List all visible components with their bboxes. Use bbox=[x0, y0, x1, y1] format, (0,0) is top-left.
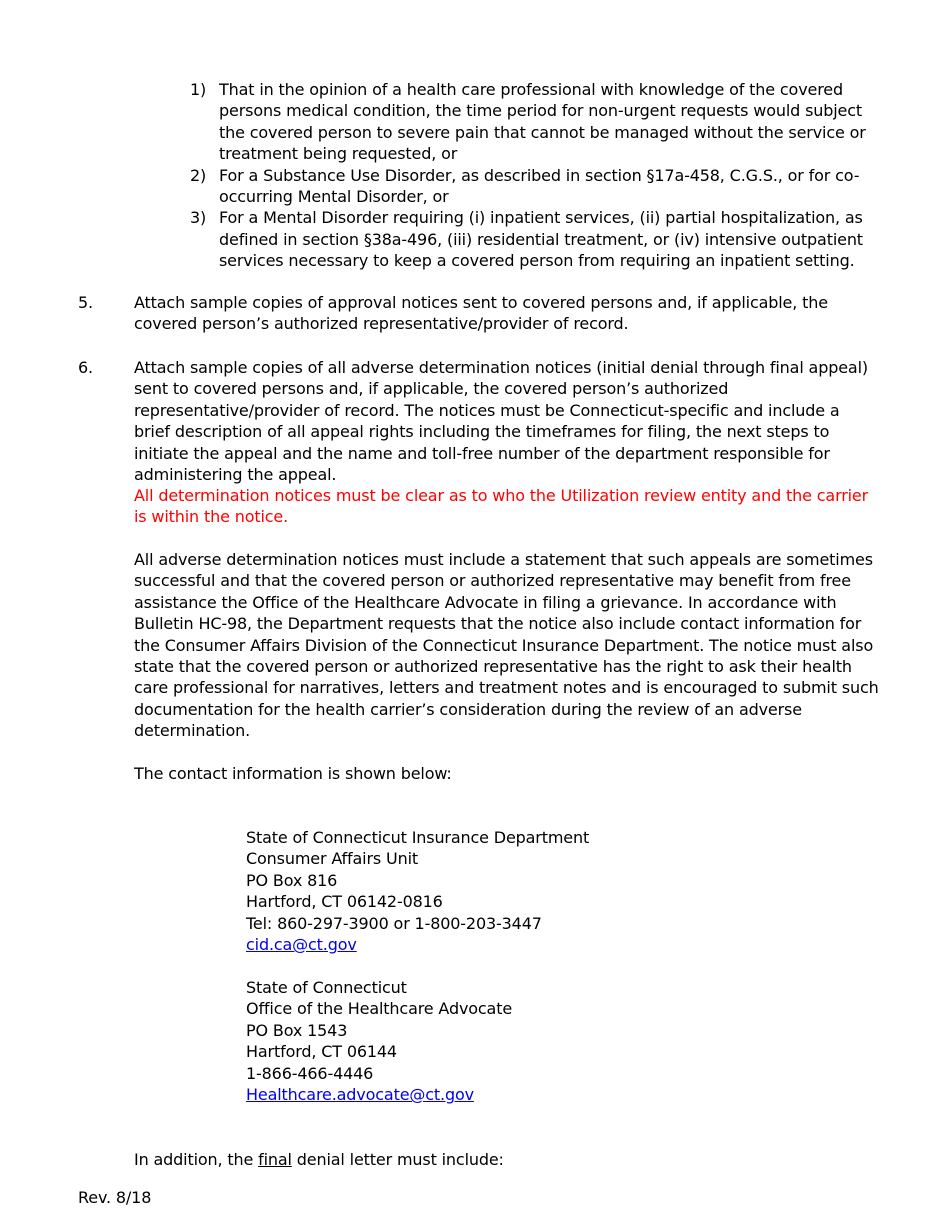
contact-line: Tel: 860-297-3900 or 1-800-203-3447 bbox=[246, 913, 542, 933]
contact-line: Office of the Healthcare Advocate bbox=[246, 999, 513, 1019]
adverse-paragraph-text: All adverse determination notices must include a statement that such appeals are sometimes successful and that the covered person or authorized representative may benefit from free assistance the Office of the Healthcare Advocate in filing a grievance. In accordance with Bulletin HC-98, the Department requests that the notice also include contact information for the Consumer Affairs Division of the Connecticut Insurance Department. The notice must also state that the covered person or authorized representative has the right to ask their health care professional for narratives, letters and treatment notes and is encouraged to submit such documentation for the health carrier’s consideration during the review of an adverse determination. bbox=[134, 550, 879, 741]
list-item-number: 2) bbox=[190, 165, 207, 185]
list-item-text: For a Mental Disorder requiring (i) inpatient services, (ii) partial hospitalization, as defined in section §38a-496, (iii) residential treatment, or (iv) intensive outpatient services necessary to keep a covered person from requiring an inpatient setting. bbox=[219, 208, 863, 271]
email-link-healthcare-advocate[interactable]: Healthcare.advocate@ct.gov bbox=[246, 1085, 474, 1105]
contact-line: 1-866-466-4446 bbox=[246, 1063, 374, 1083]
contact-line: State of Connecticut bbox=[246, 978, 407, 997]
final-denial-line bbox=[134, 1149, 879, 1170]
list-item-text: For a Substance Use Disorder, as described in section §17a-458, C.G.S., or for co-occurring Mental Disorder, or bbox=[219, 165, 860, 207]
final-denial-text-after: denial letter must include: bbox=[291, 1150, 504, 1169]
item-6 bbox=[78, 357, 878, 485]
list-item bbox=[190, 207, 870, 271]
email-link-cid[interactable]: cid.ca@ct.gov bbox=[246, 935, 357, 955]
contact-line: Hartford, CT 06142-0816 bbox=[246, 892, 443, 912]
list-item-number: 1) bbox=[190, 80, 207, 99]
final-denial-text-before: In addition, the bbox=[134, 1150, 259, 1169]
contact-block-healthcare-advocate bbox=[246, 977, 746, 1105]
list-item-number: 3) bbox=[190, 208, 207, 228]
red-notice bbox=[134, 485, 879, 528]
red-notice-text: All determination notices must be clear as to who the Utilization review entity and the carrier is within the notice. bbox=[134, 486, 869, 527]
list-item-text: That in the opinion of a health care professional with knowledge of the covered persons medical condition, the time period for non-urgent requests would subject the covered person to severe pain that cannot be managed without the service or treatment being requested, or bbox=[219, 80, 866, 164]
contact-line: State of Connecticut Insurance Department bbox=[246, 828, 590, 847]
footer-revision bbox=[78, 1187, 151, 1208]
list-item bbox=[190, 165, 870, 208]
contact-line: Hartford, CT 06144 bbox=[246, 1042, 397, 1062]
contact-line: Consumer Affairs Unit bbox=[246, 849, 418, 869]
contact-line: PO Box 1543 bbox=[246, 1020, 348, 1040]
contact-intro bbox=[134, 763, 879, 784]
contact-block-insurance-dept bbox=[246, 827, 746, 955]
item-number: 6. bbox=[78, 358, 93, 377]
item-text: Attach sample copies of approval notices sent to covered persons and, if applicable, the covered person’s authorized representative/provider of record. bbox=[134, 293, 828, 334]
item-5 bbox=[78, 292, 878, 335]
contact-intro-text: The contact information is shown below: bbox=[134, 764, 452, 783]
item-text: Attach sample copies of all adverse determination notices (initial denial through final appeal) sent to covered persons and, if applicable, the covered person’s authorized representative/provider of record. The notices must be Connecticut-specific and include a brief description of all appeal rights including the timeframes for filing, the next steps to initiate the appeal and the name and toll-free number of the department responsible for administering the appeal. bbox=[134, 358, 868, 485]
contact-line: PO Box 816 bbox=[246, 870, 338, 890]
final-denial-text bbox=[134, 1149, 879, 1170]
list-item bbox=[190, 79, 870, 165]
sub-criteria-list bbox=[190, 79, 870, 272]
revision-label: Rev. 8/18 bbox=[78, 1188, 152, 1207]
adverse-paragraph bbox=[134, 549, 879, 742]
item-number: 5. bbox=[78, 293, 93, 312]
final-underlined-word: final bbox=[258, 1150, 292, 1169]
